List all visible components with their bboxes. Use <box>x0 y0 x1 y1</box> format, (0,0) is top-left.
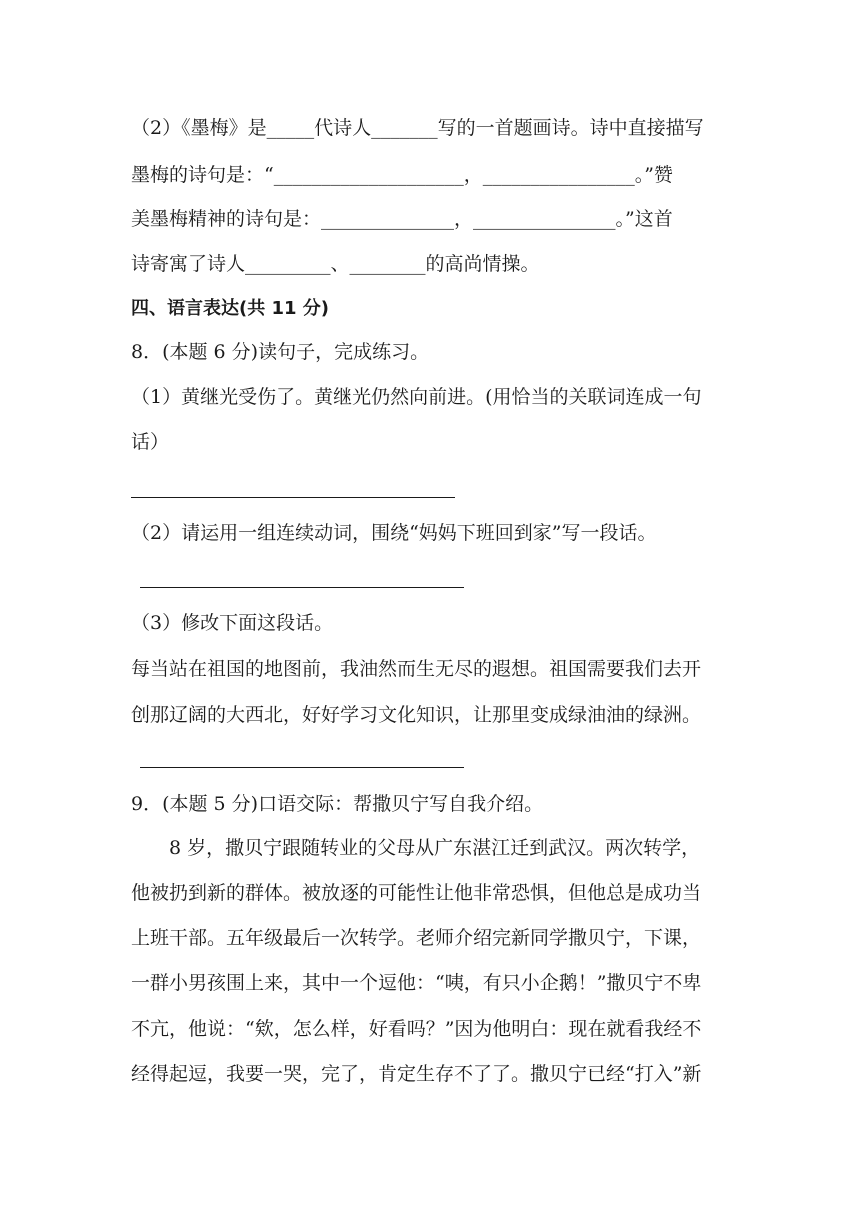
poem-question-line-1: （2）《墨梅》是_____代诗人_______写的一首题画诗。诗中直接描写 <box>131 117 704 139</box>
question-8-title: 8．(本题 6 分)读句子，完成练习。 <box>131 341 430 363</box>
poem-question-line-3: 美墨梅精神的诗句是：______________，_______________。”这首 <box>131 208 673 230</box>
question-8-part-1-line-1: （1）黄继光受伤了。黄继光仍然向前进。(用恰当的关联词连成一句 <box>131 386 702 408</box>
question-8-part-2: （2）请运用一组连续动词，围绕“妈妈下班回到家”写一段话。 <box>131 522 657 544</box>
question-8-part-1-line-2: 话） <box>131 431 170 453</box>
poem-question-line-2: 墨梅的诗句是：“____________________，________________。”赞 <box>131 164 673 186</box>
question-9-paragraph-line-3: 上班干部。五年级最后一次转学。老师介绍完新同学撒贝宁，下课， <box>131 927 702 949</box>
question-8-part-3: （3）修改下面这段话。 <box>131 612 334 634</box>
question-8-paragraph-line-2: 创那辽阔的大西北，好好学习文化知识，让那里变成绿油油的绿洲。 <box>131 704 702 726</box>
question-8-paragraph-line-1: 每当站在祖国的地图前，我油然而生无尽的遐想。祖国需要我们去开 <box>131 658 702 680</box>
answer-line-1[interactable] <box>131 497 455 498</box>
question-9-paragraph-line-4: 一群小男孩围上来，其中一个逗他：“咦，有只小企鹅！”撒贝宁不卑 <box>131 972 702 994</box>
question-9-paragraph-line-1: 8 岁，撒贝宁跟随转业的父母从广东湛江迁到武汉。两次转学， <box>169 837 701 859</box>
section-heading: 四、语言表达(共 11 分) <box>131 298 330 319</box>
answer-line-2[interactable] <box>140 587 464 588</box>
poem-question-line-4: 诗寄寓了诗人_________、________的高尚情操。 <box>131 253 540 275</box>
answer-line-3[interactable] <box>140 767 464 768</box>
question-9-paragraph-line-6: 经得起逗，我要一哭，完了，肯定生存不了了。撒贝宁已经“打入”新 <box>131 1063 702 1085</box>
question-9-paragraph-line-2: 他被扔到新的群体。被放逐的可能性让他非常恐惧，但他总是成功当 <box>131 882 702 904</box>
question-9-paragraph-line-5: 不亢，他说：“欸，怎么样，好看吗？”因为他明白：现在就看我经不 <box>131 1018 702 1040</box>
question-9-title: 9．(本题 5 分)口语交际：帮撒贝宁写自我介绍。 <box>131 793 544 815</box>
